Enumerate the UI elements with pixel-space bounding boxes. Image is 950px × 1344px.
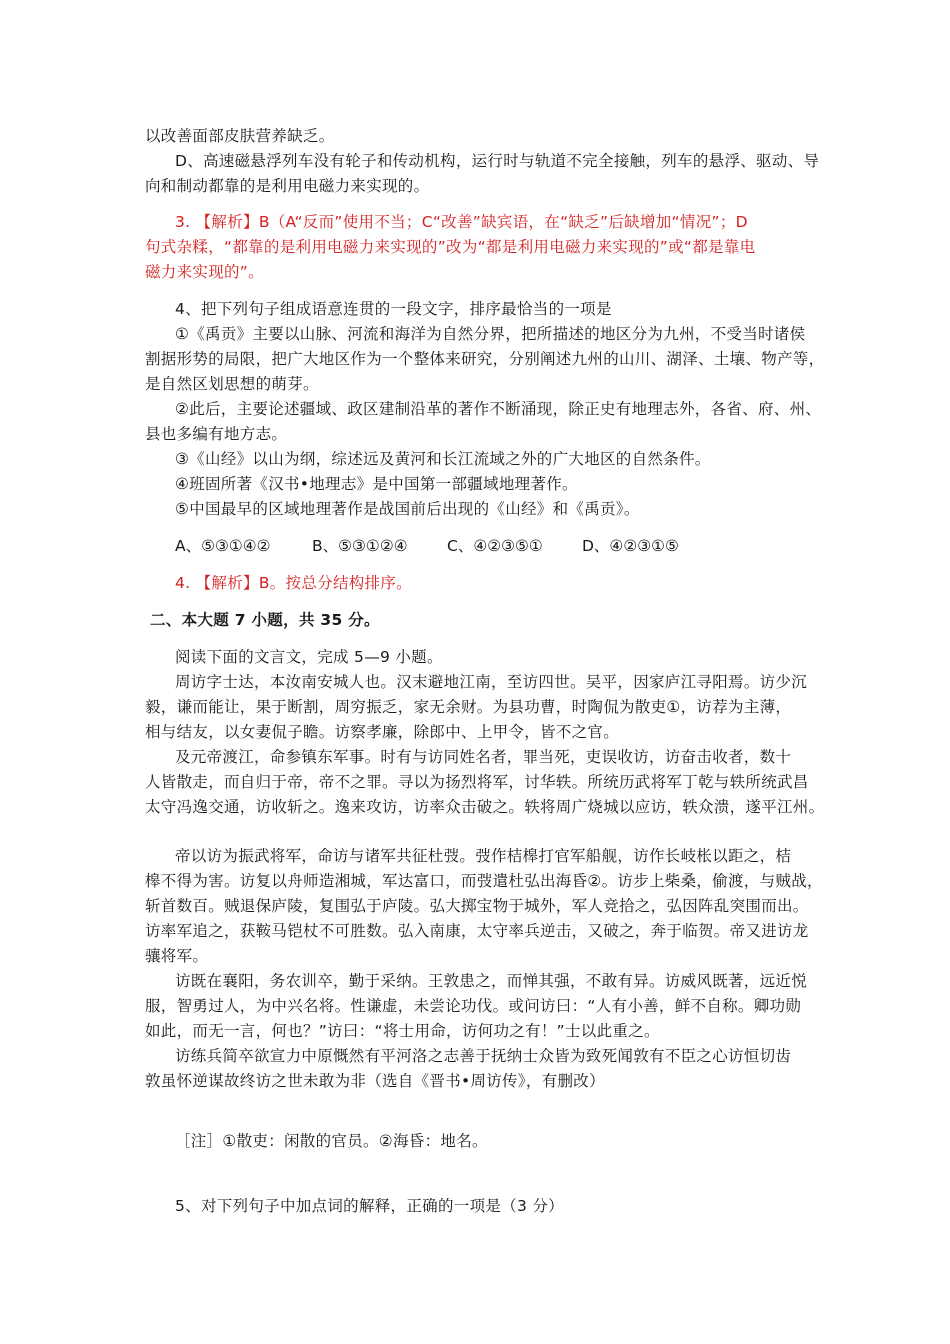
section-heading: 二、本大题 7 小题，共 35 分。 [150, 611, 380, 629]
passage-line: 毅，谦而能让，果于断割，周穷振乏，家无余财。为县功曹，时陶侃为散吏①，访荐为主薄， [145, 698, 792, 716]
passage-line: 槔不得为害。访复以舟师造湘城，军达富口，而弢遣杜弘出海昏②。访步上柴桑，偷渡，与贼战， [145, 872, 823, 890]
sentence-2: 县也多编有地方志。 [145, 425, 288, 443]
option-b: B、⑤③①②④ [312, 537, 408, 555]
sentence-3: ③《山经》以山为纲，综述远及黄河和长江流域之外的广大地区的自然条件。 [175, 450, 711, 468]
passage-line: 斩首数百。贼退保庐陵，复围弘于庐陵。弘大掷宝物于城外，军人竞拾之，弘因阵乱突围而出。 [145, 897, 809, 915]
passage-line: 相与结友，以女妻侃子瞻。访察孝廉，除郎中、上甲令，皆不之官。 [145, 723, 620, 741]
passage-line: 周访字士达，本汝南安城人也。汉末避地江南，至访四世。吴平，因家庐江寻阳焉。访少沉 [175, 673, 808, 691]
passage-line: 敦虽怀逆谋故终访之世未敢为非（选自《晋书•周访传》，有删改） [145, 1072, 605, 1090]
answer-3-line: 磁力来实现的”。 [145, 263, 264, 281]
answer-4: 4. 【解析】B。按总分结构排序。 [175, 574, 412, 592]
sentence-1: 是自然区划思想的萌芽。 [145, 375, 319, 393]
passage-line: 如此，而无一言，何也？”访曰：“将士用命，访何功之有！”士以此重之。 [145, 1022, 660, 1040]
option-a: A、⑤③①④② [175, 537, 271, 555]
passage-line: 访率军追之，获鞍马铠杖不可胜数。弘入南康，太守率兵逆击，又破之，奔于临贺。帝又进访龙 [145, 922, 809, 940]
passage-line: 人皆散走，而自归于帝，帝不之罪。寻以为扬烈将军，讨华轶。所统历武将军丁乾与轶所统武昌 [145, 773, 809, 791]
passage-line: 帝以访为振武将军，命访与诸军共征杜弢。弢作桔槔打官军船舰，访作长岐枨以距之，桔 [175, 847, 792, 865]
sentence-1: ①《禹贡》主要以山脉、河流和海洋为自然分界，把所描述的地区分为九州，不受当时诸侯 [175, 325, 806, 343]
sentence-2: ②此后，主要论述疆域、政区建制沿革的著作不断涌现，除正史有地理志外，各省、府、州、 [175, 400, 822, 418]
passage-line: 访既在襄阳，务农训卒，勤于采纳。王敦患之，而惮其强，不敢有异。访威风既著，远近悦 [175, 972, 808, 990]
passage-line: 及元帝渡江，命参镇东军事。时有与访同姓名者，罪当死，吏误收访，访奋击收者，数十 [175, 748, 792, 766]
question-5-stem: 5、对下列句子中加点词的解释，正确的一项是（3 分） [175, 1197, 564, 1215]
passage-line: 太守冯逸交通，访收斩之。逸来攻访，访率众击破之。轶将周广烧城以应访，轶众溃，遂平江州。 [145, 798, 825, 816]
option-d: D、④②③①⑤ [582, 537, 679, 555]
annotation-note: ［注］①散吏：闲散的官员。②海昏：地名。 [175, 1132, 488, 1150]
option-d-line: D、高速磁悬浮列车没有轮子和传动机构，运行时与轨道不完全接触，列车的悬浮、驱动、导 [175, 152, 820, 170]
sentence-4: ④班固所著《汉书•地理志》是中国第一部疆域地理著作。 [175, 475, 578, 493]
sentence-1: 割据形势的局限，把广大地区作为一个整体来研究，分别阐述九州的山川、湖泽、土壤、物产等， [145, 350, 825, 368]
passage-line: 服，智勇过人，为中兴名将。性谦虚，未尝论功伐。或问访曰：“人有小善，鲜不自称。卿功勋 [145, 997, 802, 1015]
option-d-line: 向和制动都靠的是利用电磁力来实现的。 [145, 177, 430, 195]
passage-intro: 阅读下面的文言文，完成 5—9 小题。 [175, 648, 443, 666]
answer-3-line: 句式杂糅，“都靠的是利用电磁力来实现的”改为“都是利用电磁力来实现的”或“都是靠电 [145, 238, 756, 256]
answer-3-line: 3. 【解析】B（A“反而”使用不当；C“改善”缺宾语，在“缺乏”后缺增加“情况”；D [175, 213, 748, 231]
question-4-stem: 4、把下列句子组成语意连贯的一段文字，排序最恰当的一项是 [175, 300, 612, 318]
sentence-5: ⑤中国最早的区域地理著作是战国前后出现的《山经》和《禹贡》。 [175, 500, 640, 518]
passage-line: 访练兵简卒欲宣力中原慨然有平河洛之志善于抚纳士众皆为致死闻敦有不臣之心访恒切齿 [175, 1047, 792, 1065]
text-line: 以改善面部皮肤营养缺乏。 [145, 127, 335, 145]
option-c: C、④②③⑤① [447, 537, 543, 555]
passage-line: 骧将军。 [145, 947, 209, 965]
